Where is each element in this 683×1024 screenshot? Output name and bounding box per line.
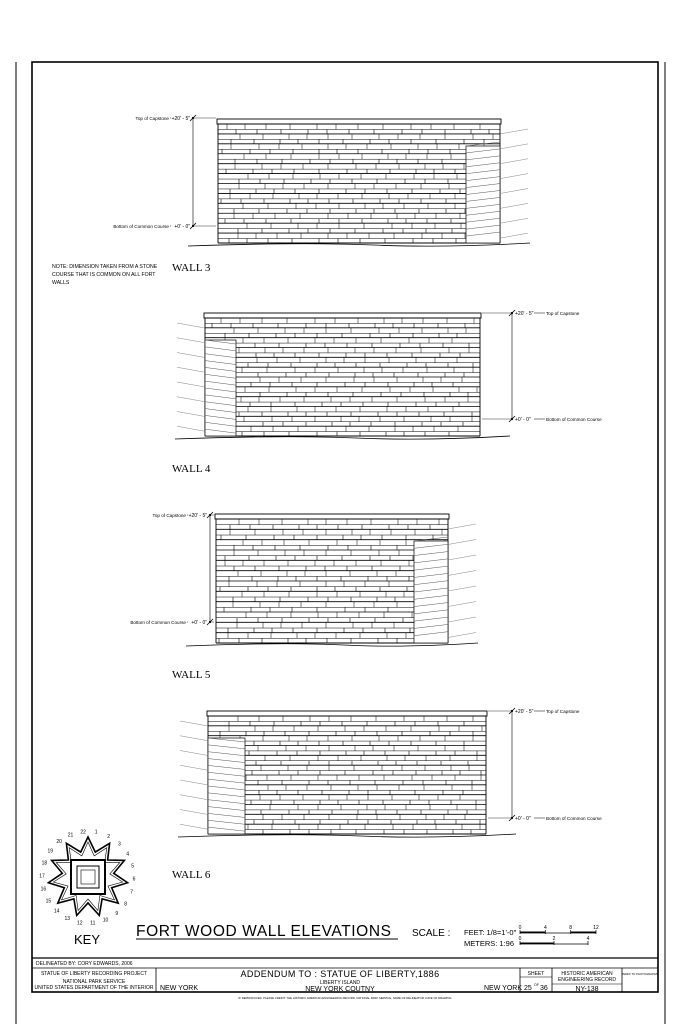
key-number-9: 9 xyxy=(115,910,119,917)
key-number-18: 18 xyxy=(41,860,48,867)
feet-tick-0: 0 xyxy=(518,925,522,931)
state-name: NEW YORK xyxy=(484,985,522,992)
wall-6-label: WALL 6 xyxy=(172,869,211,881)
wall-3-top-label: Top of Capstone xyxy=(135,116,169,121)
wall-3-bottom-label: Bottom of Common Course xyxy=(113,224,169,229)
key-number-1: 1 xyxy=(94,829,98,836)
project-name: STATUE OF LIBERTY RECORDING PROJECT xyxy=(40,971,148,977)
record-line-1: HISTORIC AMERICAN xyxy=(561,971,613,977)
key-number-14: 14 xyxy=(53,908,60,915)
key-number-5: 5 xyxy=(131,863,134,870)
scale-label: SCALE : xyxy=(412,928,451,939)
key-plan-diagram xyxy=(39,829,135,926)
key-number-7: 7 xyxy=(130,889,133,896)
wall-6-bottom-value: +0' - 0" xyxy=(515,816,531,822)
wall-6-top-label: Top of Capstone xyxy=(546,709,580,714)
wall-5-bottom-value: +0' - 0" xyxy=(191,620,207,626)
key-number-20: 20 xyxy=(56,839,62,846)
feet-scale-label: FEET: 1/8=1'-0" xyxy=(464,928,517,937)
key-number-19: 19 xyxy=(47,848,54,855)
sheet-label: SHEET xyxy=(527,971,545,977)
dimension-note-line-1: NOTE: DIMENSION TAKEN FROM A STONE xyxy=(52,264,158,270)
wall-3-elevation xyxy=(113,115,530,246)
wall-5-top-label: Top of Capstone xyxy=(152,513,186,518)
meters-tick-0: 0 xyxy=(518,936,522,942)
city-name: NEW YORK xyxy=(160,985,198,992)
meters-scale-label: METERS: 1:96 xyxy=(464,939,515,948)
wall-3-label: WALL 3 xyxy=(172,262,211,274)
key-number-2: 2 xyxy=(107,833,111,840)
key-number-10: 10 xyxy=(102,917,109,924)
addendum-title: ADDENDUM TO : STATUE OF LIBERTY,1886 xyxy=(240,969,440,979)
feet-tick-12: 12 xyxy=(593,925,599,931)
island-name: LIBERTY ISLAND xyxy=(319,980,361,986)
wall-5-label: WALL 5 xyxy=(172,669,211,681)
wall-4-bottom-value: +0' - 0" xyxy=(515,417,531,423)
key-number-4: 4 xyxy=(126,851,129,858)
key-number-11: 11 xyxy=(90,920,96,927)
wall-5-elevation xyxy=(130,512,478,646)
key-number-13: 13 xyxy=(64,916,71,923)
record-line-2: ENGINEERING RECORD xyxy=(557,977,617,983)
dimension-note-line-2: COURSE THAT IS COMMON ON ALL FORT xyxy=(52,272,156,278)
key-number-17: 17 xyxy=(39,873,45,880)
key-number-6: 6 xyxy=(132,876,136,883)
record-number: NY-138 xyxy=(575,986,599,993)
key-number-12: 12 xyxy=(77,920,83,927)
agency-name: NATIONAL PARK SERVICE xyxy=(62,979,126,985)
key-number-22: 22 xyxy=(80,829,86,836)
wall-4-top-label: Top of Capstone xyxy=(546,311,580,316)
feet-tick-4: 4 xyxy=(543,925,547,931)
key-number-3: 3 xyxy=(118,841,121,848)
wall-6-top-value: +20' - 5" xyxy=(515,709,534,715)
wall-4-bottom-label: Bottom of Common Course xyxy=(546,417,602,422)
wall-6-bottom-label: Bottom of Common Course xyxy=(546,816,602,821)
wall-5-bottom-label: Bottom of Common Course xyxy=(130,620,186,625)
sheet-of: OF xyxy=(534,983,539,987)
department-name: UNITED STATES DEPARTMENT OF THE INTERIOR xyxy=(34,985,154,991)
corner-note: INDEX TO PHOTOGRAPHS xyxy=(622,972,658,976)
dimension-note-line-3: WALLS xyxy=(52,280,70,286)
feet-tick-8: 8 xyxy=(569,925,573,931)
key-number-16: 16 xyxy=(40,886,47,893)
delineated-by: DELINEATED BY: CORY EDWARDS, 2006 xyxy=(36,961,133,967)
sheet-total: 36 xyxy=(540,985,548,992)
graphic-scale-bars xyxy=(519,925,599,945)
wall-3-top-value: +20' - 5" xyxy=(171,116,190,122)
meters-tick-4: 4 xyxy=(586,936,590,942)
wall-3-bottom-value: +0' - 0" xyxy=(174,224,190,230)
key-number-8: 8 xyxy=(124,901,128,908)
wall-4-top-value: +20' - 5" xyxy=(515,311,534,317)
sheet-number: 25 xyxy=(524,985,532,992)
wall-4-elevation xyxy=(175,310,602,439)
key-number-21: 21 xyxy=(67,832,74,839)
wall-5-top-value: +20' - 5" xyxy=(188,513,207,519)
footer-credit: IF REPRODUCED, PLEASE CREDIT: THE HISTORIC AMERICAN ENGINEERING RECORD, NATIONAL PARK SERVICE, NAME OF DELINEATOR, DATE OF DRAWING xyxy=(238,996,452,1000)
county-name: NEW YORK COUTNY xyxy=(305,986,375,993)
wall-4-label: WALL 4 xyxy=(172,463,211,475)
key-label: KEY xyxy=(74,932,101,947)
drawing-title: FORT WOOD WALL ELEVATIONS xyxy=(136,923,392,940)
meters-tick-2: 2 xyxy=(552,936,556,942)
key-number-15: 15 xyxy=(45,898,52,905)
wall-6-elevation xyxy=(178,708,602,837)
